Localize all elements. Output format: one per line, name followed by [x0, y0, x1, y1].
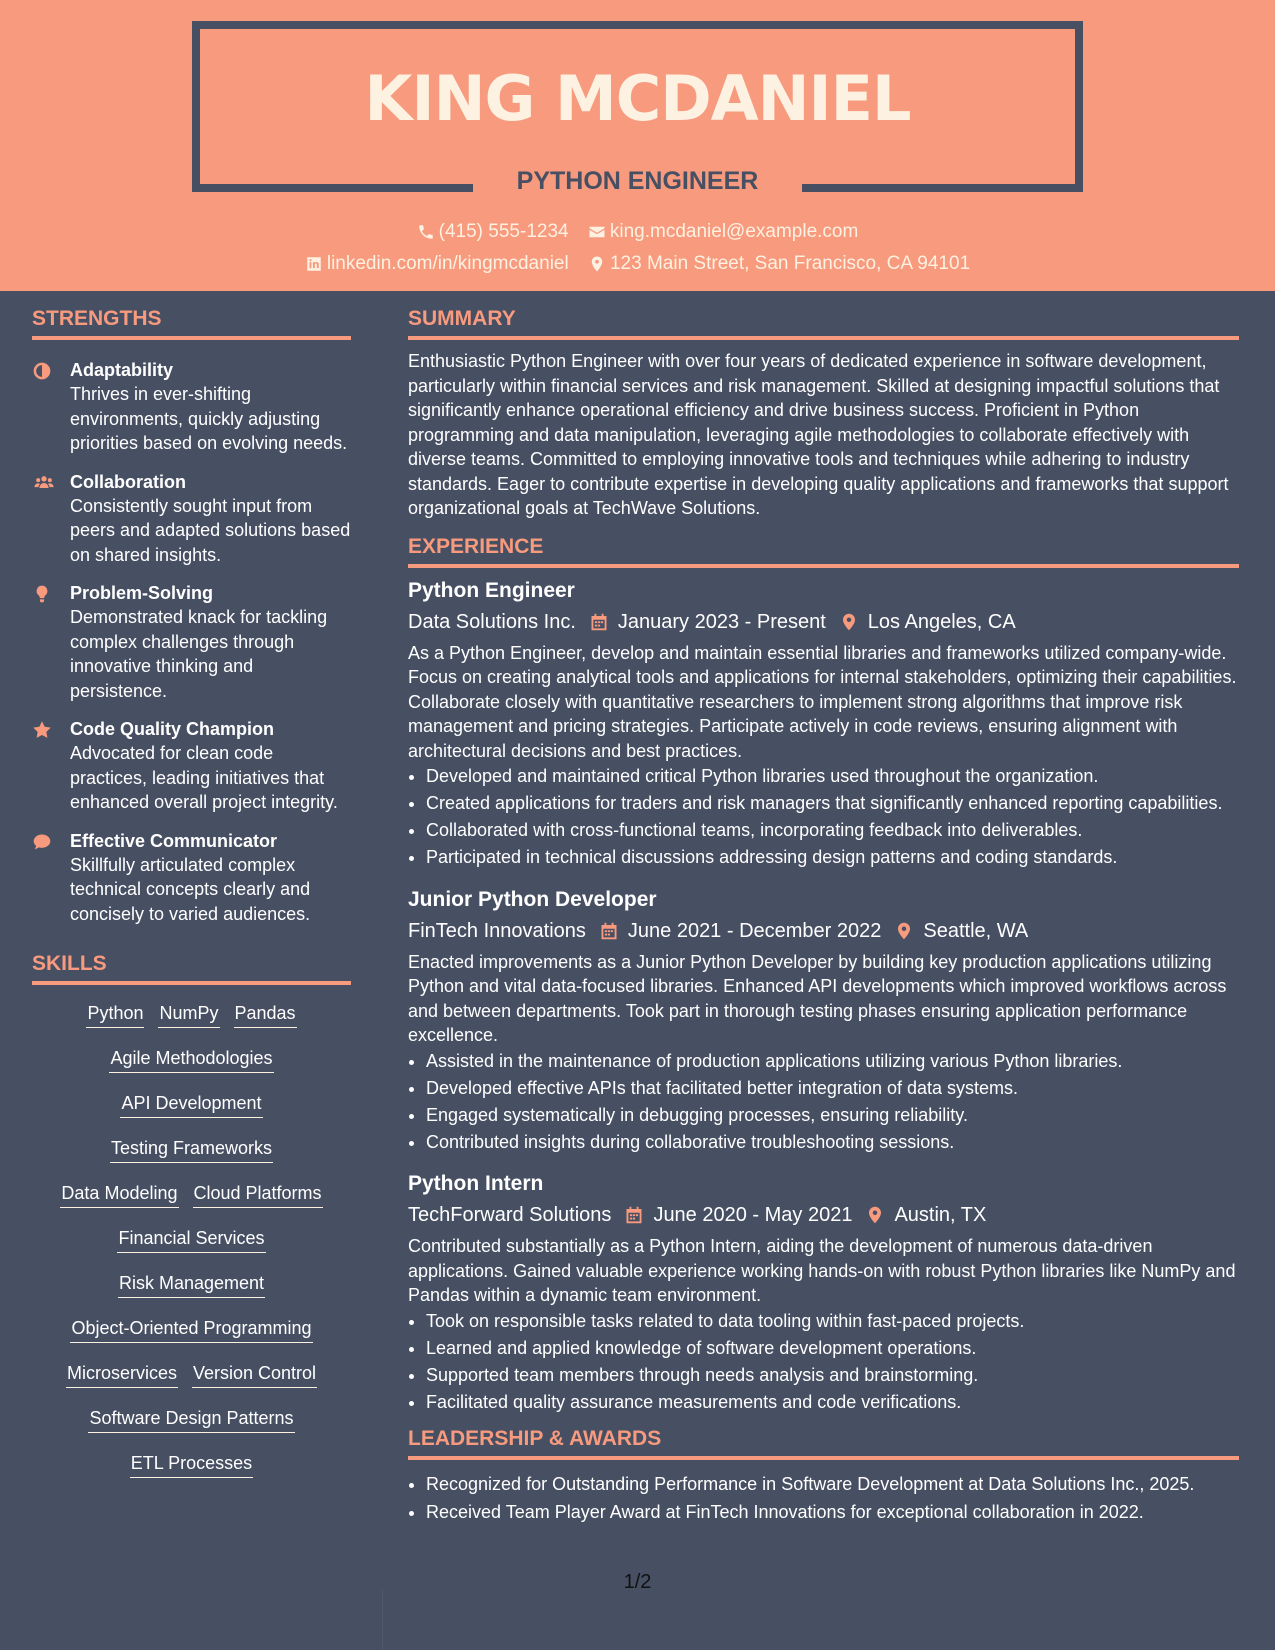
contact-row-2	[0, 253, 1275, 279]
strength-item	[32, 717, 351, 815]
bullet-item: • Supported team members through needs analysis and brainstorming.	[426, 1363, 1239, 1388]
awards-heading: LEADERSHIP & AWARDS	[408, 1427, 1239, 1460]
job-dates: January 2023 - Present	[617, 610, 826, 633]
map-pin-icon	[588, 255, 606, 273]
skill-tag: Testing Frameworks	[110, 1136, 273, 1163]
awards-list	[408, 1471, 1239, 1525]
skill-row	[32, 1226, 351, 1271]
job-meta	[408, 1202, 1239, 1228]
skills-list	[32, 1001, 351, 1496]
job-entry	[408, 578, 1239, 870]
bullet-item: • Participated in technical discussions addressing design patterns and coding standards.	[426, 845, 1239, 870]
star-icon	[32, 720, 52, 740]
skills-heading: SKILLS	[32, 952, 351, 985]
job-location: Austin, TX	[894, 1204, 987, 1226]
half-circle-icon	[32, 361, 52, 381]
linkedin-text: linkedin.com/in/kingmcdaniel	[326, 253, 569, 274]
job-description: Contributed substantially as a Python Intern, aiding the development of numerous data-driven applications. Gained valuable experience working hands-on with robust Python libraries like NumPy and Pandas within a dynamic team environment.	[408, 1236, 1236, 1305]
bullet-item: • Engaged systematically in debugging processes, ensuring reliability.	[426, 1103, 1239, 1128]
job-dates: June 2021 - December 2022	[627, 919, 882, 942]
skill-tag: API Development	[120, 1091, 262, 1118]
address-text: 123 Main Street, San Francisco, CA 94101	[609, 253, 971, 274]
job-bullets	[408, 764, 1239, 870]
skill-tag: Software Design Patterns	[88, 1406, 294, 1433]
skill-row	[32, 1271, 351, 1316]
skill-tag: ETL Processes	[130, 1451, 253, 1478]
phone-text: (415) 555-1234	[438, 221, 569, 242]
contact-row-1	[0, 221, 1275, 247]
skill-row	[32, 1091, 351, 1136]
job-company: FinTech Innovations	[408, 919, 586, 942]
strength-desc: Consistently sought input from peers and adapted solutions based on shared insights.	[70, 495, 351, 565]
bullet-item: • Developed effective APIs that facilitated better integration of data systems.	[426, 1076, 1239, 1101]
strength-title: Code Quality Champion	[70, 719, 275, 739]
bullet-item: • Assisted in the maintenance of production applications utilizing various Python libraries.	[426, 1049, 1239, 1074]
job-meta	[408, 609, 1239, 635]
skill-tag: Python	[86, 1001, 144, 1028]
phone-icon	[417, 223, 435, 241]
skill-tag: Object-Oriented Programming	[70, 1316, 312, 1343]
skill-tag: Pandas	[234, 1001, 297, 1028]
job-company: Data Solutions Inc.	[408, 610, 576, 633]
award-item: • Received Team Player Award at FinTech Innovations for exceptional collaboration in 2022.	[426, 1499, 1239, 1525]
calendar-icon	[600, 921, 618, 941]
job-entry	[408, 1171, 1239, 1414]
column-divider	[382, 1590, 383, 1650]
job-role: Python Intern	[408, 1172, 544, 1195]
bullet-item: • Took on responsible tasks related to data tooling within fast-paced projects.	[426, 1309, 1239, 1334]
strength-desc: Demonstrated knack for tackling complex challenges through innovative thinking and persistence.	[70, 607, 328, 701]
job-dates: June 2020 - May 2021	[653, 1204, 853, 1226]
skill-tag: Risk Management	[118, 1271, 265, 1298]
strength-title: Effective Communicator	[70, 830, 278, 851]
strength-item	[32, 470, 351, 568]
job-location: Seattle, WA	[923, 919, 1029, 942]
job-title: PYTHON ENGINEER	[516, 167, 759, 195]
job-bullets	[408, 1049, 1239, 1155]
experience-heading: EXPERIENCE	[408, 535, 1239, 568]
calendar-icon	[625, 1205, 643, 1225]
skill-tag: Financial Services	[117, 1226, 265, 1253]
candidate-name: KING MCDANIEL	[364, 62, 911, 135]
strengths-heading: STRENGTHS	[32, 307, 351, 340]
skill-tag: Version Control	[192, 1361, 317, 1388]
skill-row	[32, 1046, 351, 1091]
envelope-icon	[588, 223, 606, 241]
bullet-item: • Contributed insights during collaborative troubleshooting sessions.	[426, 1130, 1239, 1155]
skill-tag: Microservices	[66, 1361, 178, 1388]
skill-row	[32, 1181, 351, 1226]
strength-item	[32, 581, 351, 703]
skill-row	[32, 1361, 351, 1406]
right-column	[408, 291, 1239, 1527]
skill-tag: Cloud Platforms	[193, 1181, 323, 1208]
calendar-icon	[590, 612, 608, 632]
award-item: • Recognized for Outstanding Performance in Software Development at Data Solutions Inc., 2025.	[426, 1471, 1239, 1497]
strength-title: Problem-Solving	[70, 583, 214, 603]
job-meta	[408, 918, 1239, 944]
strength-desc: Advocated for clean code practices, leading initiatives that enhanced overall project integrity.	[70, 743, 338, 812]
map-pin-icon	[895, 921, 913, 941]
contact-linkedin[interactable]	[305, 253, 569, 275]
contact-email[interactable]	[588, 221, 858, 243]
skill-row	[32, 1001, 351, 1046]
job-role: Python Engineer	[408, 578, 575, 602]
strengths-list	[32, 358, 351, 926]
left-column	[32, 291, 351, 1496]
bullet-item: • Collaborated with cross-functional teams, incorporating feedback into deliverables.	[426, 818, 1239, 843]
resume-header	[0, 0, 1275, 291]
job-role: Junior Python Developer	[408, 887, 657, 911]
strength-title: Collaboration	[70, 471, 186, 492]
linkedin-icon	[305, 255, 323, 273]
strength-desc: Thrives in ever-shifting environments, quickly adjusting priorities based on evolving needs.	[70, 384, 348, 453]
job-location: Los Angeles, CA	[867, 610, 1016, 633]
job-entry	[408, 887, 1239, 1155]
summary-text: Enthusiastic Python Engineer with over four years of dedicated experience in software development, particularly within financial services and risk management. Skilled at designing impactful solutions that significantly enhance operational efficiency and drive business success. Proficient in Python programming and data manipulation, leveraging agile methodologies to collaborate effectively with diverse teams. Committed to employing innovative tools and techniques while adhering to industry standards. Eager to contribute expertise in developing quality applications and frameworks that support organizational goals at TechWave Solutions.	[408, 351, 1229, 518]
bullet-item: • Facilitated quality assurance measurements and code verifications.	[426, 1390, 1239, 1415]
job-bullets	[408, 1309, 1239, 1415]
contact-phone[interactable]	[417, 221, 569, 243]
map-pin-icon	[840, 612, 858, 632]
skill-row	[32, 1451, 351, 1496]
skill-row	[32, 1406, 351, 1451]
users-icon	[32, 473, 56, 493]
skill-row	[32, 1136, 351, 1181]
skill-tag: Agile Methodologies	[109, 1046, 273, 1073]
skill-tag: NumPy	[158, 1001, 219, 1028]
bullet-item: • Learned and applied knowledge of software development operations.	[426, 1336, 1239, 1361]
strength-item	[32, 829, 351, 927]
contact-address	[588, 253, 970, 275]
summary-heading: SUMMARY	[408, 307, 1239, 340]
lightbulb-icon	[32, 584, 52, 604]
strength-title: Adaptability	[70, 360, 174, 380]
bullet-item: • Developed and maintained critical Python libraries used throughout the organization.	[426, 764, 1239, 789]
skill-tag: Data Modeling	[60, 1181, 178, 1208]
strength-item	[32, 358, 351, 456]
map-pin-icon	[866, 1205, 884, 1225]
email-text: king.mcdaniel@example.com	[609, 221, 859, 242]
job-company: TechForward Solutions	[408, 1204, 612, 1226]
bullet-item: • Created applications for traders and risk managers that significantly enhanced reporting capabilities.	[426, 791, 1239, 816]
job-description: Enacted improvements as a Junior Python Developer by building key production applications utilizing Python and vital data-focused libraries. Enhanced API developments which improved workflows across and between departments. Took part in thorough testing phases ensuring application performance excellence.	[408, 951, 1227, 1045]
job-description: As a Python Engineer, develop and maintain essential libraries and frameworks utilized company-wide. Focus on creating analytical tools and applications for internal stakeholders, optimizing their capabilities. Collaborate closely with quantitative researchers to implement strong algorithms that improve risk management and pricing strategies. Participate actively in code reviews, ensuring alignment with architectural decisions and best practices.	[408, 642, 1237, 761]
page-number: 1/2	[623, 1571, 652, 1593]
strength-desc: Skillfully articulated complex technical concepts clearly and concisely to varied audiences.	[70, 854, 311, 924]
speech-bubble-icon	[32, 832, 52, 852]
skill-row	[32, 1316, 351, 1361]
